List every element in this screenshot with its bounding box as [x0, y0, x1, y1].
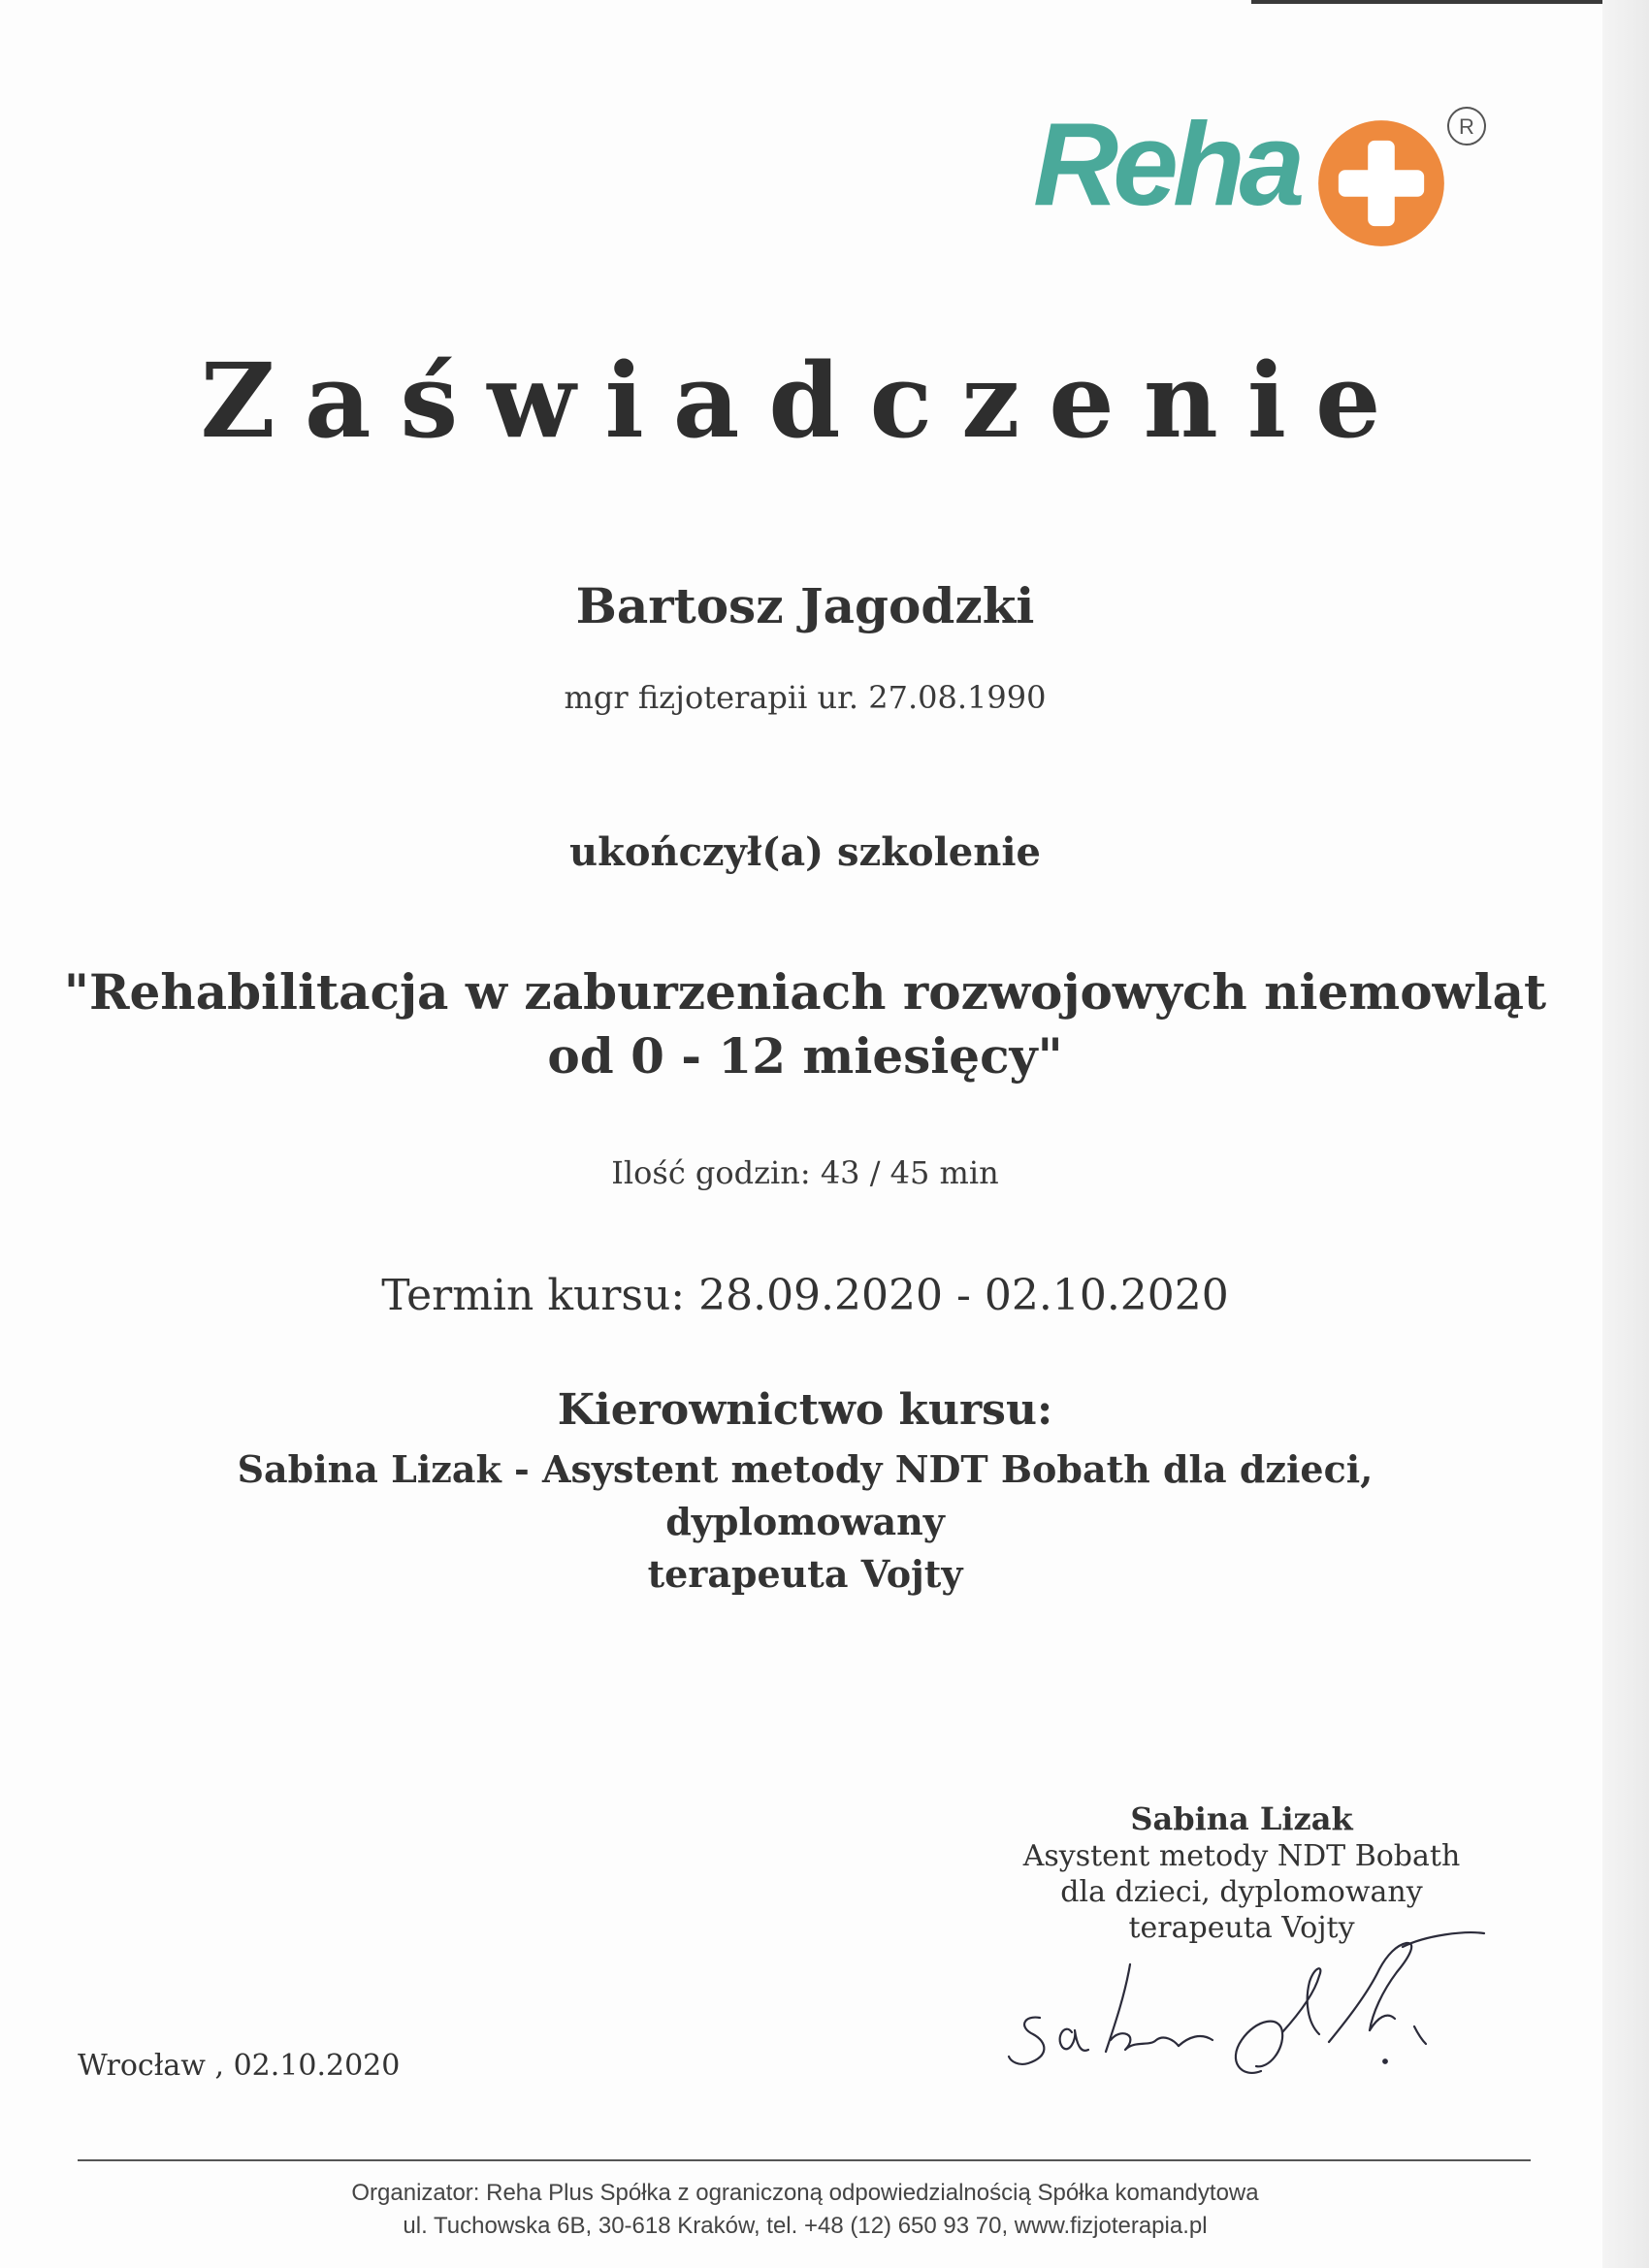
footer-organizer [0, 2177, 1610, 2243]
scan-edge-right [1602, 0, 1649, 2268]
course-hours: Ilość godzin: 43 / 45 min [611, 1154, 999, 1191]
course-term: Termin kursu: 28.09.2020 - 02.10.2020 [381, 1271, 1229, 1320]
signatory-title-line-1: Asystent metody NDT Bobath [1022, 1839, 1461, 1873]
signatory-title-line-2: dla dzieci, dyplomowany [1060, 1875, 1423, 1909]
course-direction-details [97, 1443, 1513, 1601]
completed-training-label: ukończył(a) szkolenie [569, 829, 1041, 875]
reha-plus-logo [1033, 98, 1508, 260]
footer-divider [78, 2159, 1531, 2161]
plus-circle-icon [1314, 116, 1448, 250]
course-direction-heading: Kierownictwo kursu: [557, 1385, 1053, 1435]
handwritten-signature [980, 1926, 1523, 2100]
footer-line-2: ul. Tuchowska 6B, 30-618 Kraków, tel. +48 (12) 650 93 70, www.fizjoterapia.pl [403, 2213, 1208, 2239]
course-direction-line-2: terapeuta Vojty [647, 1552, 963, 1596]
course-title [0, 960, 1610, 1088]
footer-line-1: Organizator: Reha Plus Spółka z ograniczoną odpowiedzialnością Spółka komandytowa [351, 2180, 1259, 2206]
logo-wordmark: Reha [1033, 98, 1300, 230]
certificate-title: Zaświadczenie [200, 340, 1410, 461]
course-title-line-2: od 0 - 12 miesięcy" [547, 1027, 1063, 1085]
signatory-name: Sabina Lizak [1130, 1800, 1353, 1837]
registered-mark-icon [1445, 105, 1488, 147]
signatory-block [999, 1799, 1484, 1946]
scan-edge-top [1251, 0, 1649, 4]
recipient-name: Bartosz Jagodzki [575, 577, 1035, 634]
recipient-degree-birthdate: mgr fizjoterapii ur. 27.08.1990 [564, 679, 1047, 716]
svg-text:R: R [1459, 114, 1474, 139]
signatory-title-line-3: terapeuta Vojty [1128, 1911, 1355, 1945]
place-and-date: Wrocław , 02.10.2020 [78, 2049, 401, 2083]
course-title-line-1: "Rehabilitacja w zaburzeniach rozwojowych niemowląt [63, 963, 1547, 1021]
course-direction-line-1: Sabina Lizak - Asystent metody NDT Bobath dla dzieci, dyplomowany [237, 1447, 1374, 1543]
